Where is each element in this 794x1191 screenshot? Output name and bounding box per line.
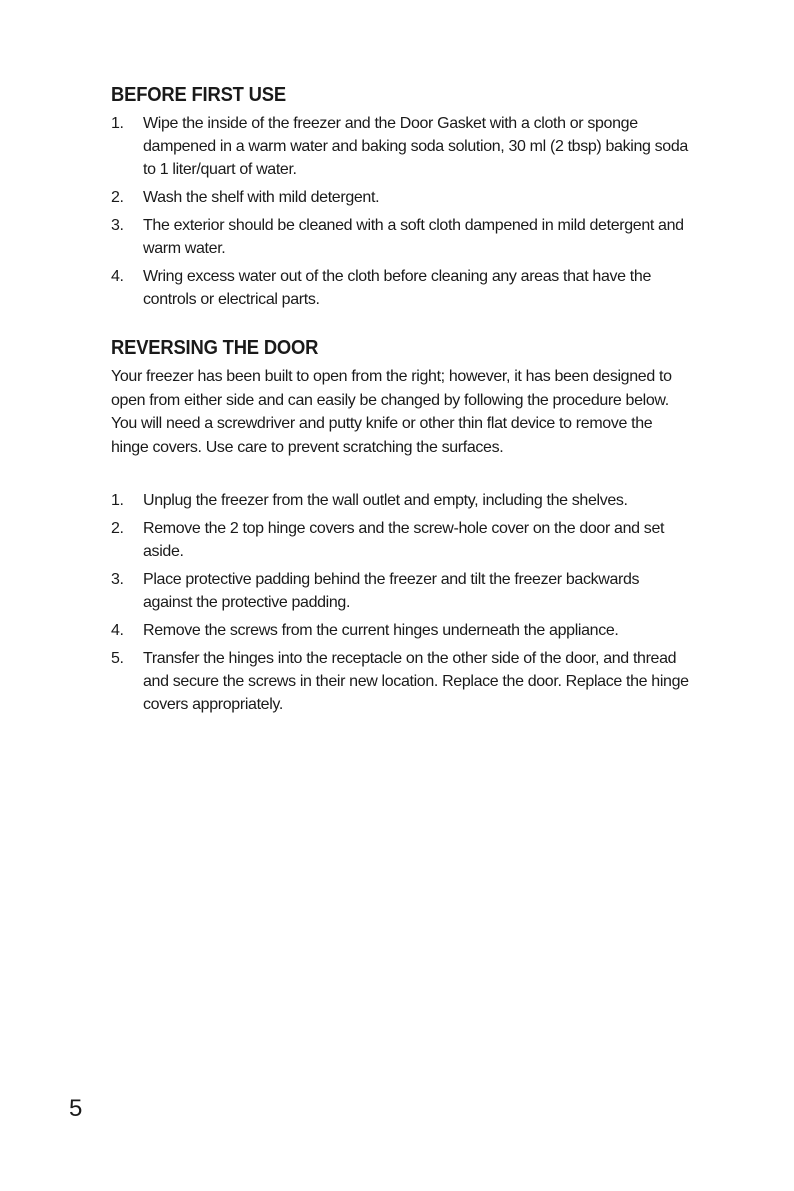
list-item [111, 619, 691, 642]
item-number: 4. [111, 268, 124, 285]
item-text: Wipe the inside of the freezer and the Door Gasket with a cloth or sponge dampened in a warm water and baking soda solution, 30 ml (2 tbsp) baking soda to 1 liter/quart of water. [143, 115, 688, 178]
before-first-use-heading: BEFORE FIRST USE [111, 84, 286, 106]
page-number: 5 [69, 1095, 83, 1122]
list-item [111, 517, 691, 563]
item-number: 4. [111, 622, 124, 639]
item-text: The exterior should be cleaned with a soft cloth dampened in mild detergent and warm water. [143, 217, 684, 257]
before-first-use-list [111, 112, 691, 311]
item-number: 1. [111, 115, 124, 132]
reversing-the-door-list [111, 489, 691, 716]
item-text: Wash the shelf with mild detergent. [143, 189, 380, 206]
list-item [111, 647, 691, 716]
item-text: Place protective padding behind the freezer and tilt the freezer backwards against the protective padding. [143, 571, 640, 611]
list-item [111, 265, 691, 311]
item-number: 5. [111, 650, 124, 667]
list-item [111, 568, 691, 614]
item-text: Unplug the freezer from the wall outlet and empty, including the shelves. [143, 492, 628, 509]
page-content [111, 82, 691, 721]
item-text: Transfer the hinges into the receptacle on the other side of the door, and thread and secure the screws in their new location. Replace the door. Replace the hinge covers appropriately. [143, 650, 689, 713]
item-text: Remove the 2 top hinge covers and the screw-hole cover on the door and set aside. [143, 520, 665, 560]
item-number: 3. [111, 571, 124, 588]
item-text: Remove the screws from the current hinges underneath the appliance. [143, 622, 619, 639]
list-item [111, 489, 691, 512]
list-item [111, 214, 691, 260]
item-number: 2. [111, 520, 124, 537]
item-number: 3. [111, 217, 124, 234]
reversing-the-door-heading: REVERSING THE DOOR [111, 337, 319, 359]
reversing-intro-paragraph: Your freezer has been built to open from the right; however, it has been designed to open from either side and can easily be changed by following the procedure below. You will need a screwdriver and putty knife or other thin flat device to remove the hinge covers. Use care to prevent scratching the surfaces. [111, 368, 672, 456]
section-spacer [111, 459, 691, 489]
item-number: 2. [111, 189, 124, 206]
list-item [111, 112, 691, 181]
before-first-use-section [111, 82, 691, 311]
reversing-the-door-section [111, 335, 691, 716]
list-item [111, 186, 691, 209]
item-number: 1. [111, 492, 124, 509]
item-text: Wring excess water out of the cloth before cleaning any areas that have the controls or electrical parts. [143, 268, 651, 308]
